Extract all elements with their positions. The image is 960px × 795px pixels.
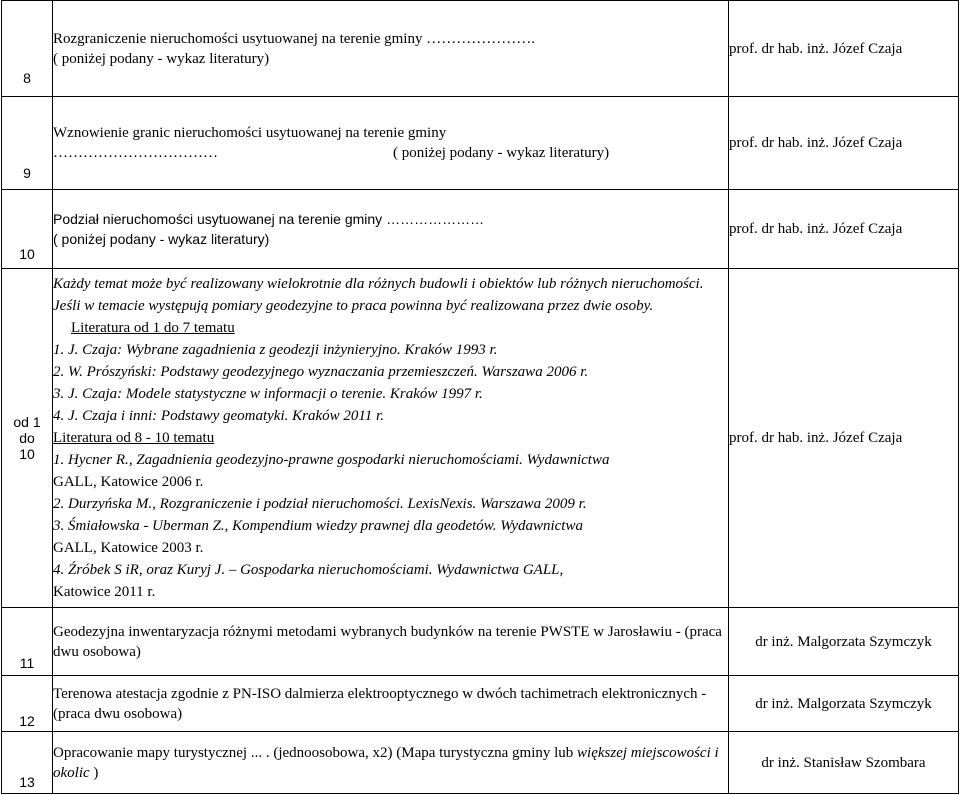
range-start: od 1	[13, 414, 41, 430]
row-number: 11	[2, 608, 53, 676]
topic-text: ( poniżej podany - wykaz literatury)	[393, 145, 610, 161]
table-row	[2, 676, 959, 732]
row-number	[2, 269, 53, 608]
topic-line	[53, 143, 728, 163]
literature-item: 1. J. Czaja: Wybrane zagadnienia z geodezji inżynieryjno. Kraków 1993 r.	[53, 342, 498, 358]
row-number: 9	[2, 97, 53, 190]
topic-cell: Geodezyjna inwentaryzacja różnymi metodami wybranych budynków na terenie PWSTE w Jarosławiu - (praca dwu osobowa)	[53, 608, 729, 676]
row-number: 13	[2, 732, 53, 794]
supervisor-cell: prof. dr hab. inż. Józef Czaja	[729, 190, 959, 269]
literature-intro: Każdy temat może być realizowany wielokrotnie dla różnych budowli i obiektów lub różnych nieruchomości. Jeśli w temacie występują pomiary geodezyjne to praca powinna być realizowana przez dwie osoby.	[53, 276, 704, 314]
supervisor-cell: dr inż. Stanisław Szombara	[729, 732, 959, 794]
topic-line: ( poniżej podany - wykaz literatury)	[53, 50, 270, 67]
topic-cell: Terenowa atestacja zgodnie z PN-ISO dalmierza elektrooptycznego w dwóch tachimetrach elektronicznych - (praca dwu osobowa)	[53, 676, 729, 732]
table-row	[2, 732, 959, 794]
row-number: 8	[2, 1, 53, 97]
dots: ……………………………	[53, 145, 218, 161]
table-row	[2, 97, 959, 190]
range-end: 10	[19, 446, 35, 462]
supervisor-cell: prof. dr hab. inż. Józef Czaja	[729, 97, 959, 190]
supervisor-cell: dr inż. Malgorzata Szymczyk	[729, 676, 959, 732]
table-row	[2, 608, 959, 676]
literature-item: 4. J. Czaja i inni: Podstawy geomatyki. Kraków 2011 r.	[53, 408, 384, 424]
thesis-topics-table	[1, 0, 959, 794]
literature-item: 2. W. Prószyński: Podstawy geodezyjnego wyznaczania przemieszczeń. Warszawa 2006 r.	[53, 364, 589, 380]
literature-heading: Literatura od 8 - 10 tematu	[53, 430, 215, 446]
topic-line: Rozgraniczenie nieruchomości usytuowanej na terenie gminy ………………….	[53, 30, 535, 47]
topic-cell	[53, 97, 729, 190]
literature-item: 3. Śmiałowska - Uberman Z., Kompendium wiedzy prawnej dla geodetów. Wydawnictwa GALL, Katowice 2003 r.	[53, 518, 583, 556]
topic-line: ( poniżej podany - wykaz literatury)	[53, 231, 270, 247]
table-row	[2, 1, 959, 97]
literature-item: 4. Źróbek S iR, oraz Kuryj J. – Gospodarka nieruchomościami. Wydawnictwa GALL, Katowice 2011 r.	[53, 562, 564, 600]
topic-line: Wznowienie granic nieruchomości usytuowanej na terenie gminy	[53, 125, 447, 141]
literature-item: 3. J. Czaja: Modele statystyczne w informacji o terenie. Kraków 1997 r.	[53, 386, 483, 402]
supervisor-cell: prof. dr hab. inż. Józef Czaja	[729, 269, 959, 608]
table-row	[2, 190, 959, 269]
table-row	[2, 269, 959, 608]
topic-cell: Opracowanie mapy turystycznej ... . (jednoosobowa, x2) (Mapa turystyczna gminy lub większej miejscowości i okolic )	[53, 732, 729, 794]
literature-item: 1. Hycner R., Zagadnienia geodezyjno-prawne gospodarki nieruchomościami. Wydawnictwa GALL, Katowice 2006 r.	[53, 452, 610, 490]
topic-cell	[53, 190, 729, 269]
topic-cell	[53, 1, 729, 97]
range-mid: do	[19, 430, 35, 446]
literature-cell	[53, 269, 729, 608]
row-number: 12	[2, 676, 53, 732]
supervisor-cell: dr inż. Malgorzata Szymczyk	[729, 608, 959, 676]
literature-item: 2. Durzyńska M., Rozgraniczenie i podział nieruchomości. LexisNexis. Warszawa 2009 r.	[53, 496, 587, 512]
topic-line: Podział nieruchomości usytuowanej na terenie gminy …………………	[53, 211, 485, 227]
literature-heading: Literatura od 1 do 7 tematu	[71, 320, 235, 336]
supervisor-cell: prof. dr hab. inż. Józef Czaja	[729, 1, 959, 97]
row-number: 10	[2, 190, 53, 269]
literature-note	[53, 273, 728, 339]
